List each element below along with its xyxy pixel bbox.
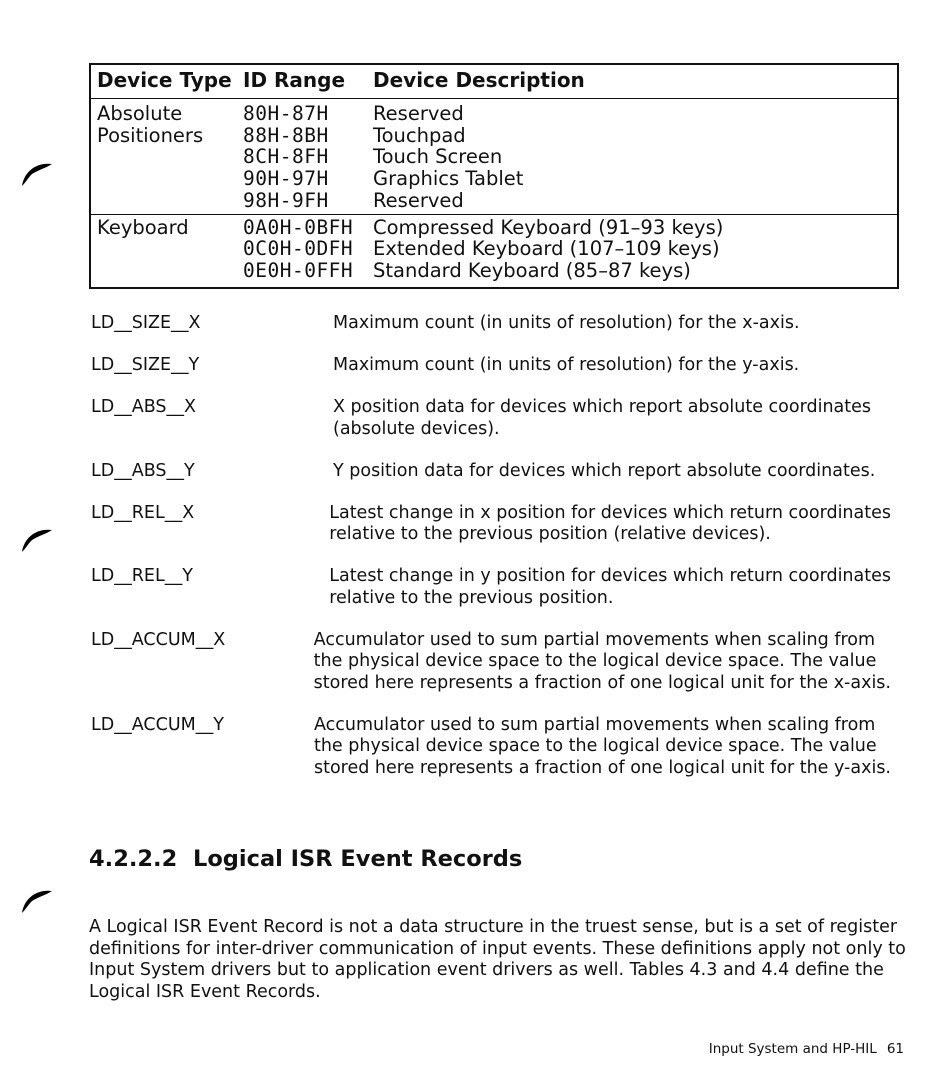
field-name: LD__ABS__Y (91, 460, 195, 481)
field-description-line: Accumulator used to sum partial movements when scaling from (313, 629, 876, 650)
field-definition (91, 566, 891, 609)
device-description: Reserved (373, 102, 464, 125)
binder-hole-mark (20, 526, 54, 554)
field-definition (91, 630, 891, 695)
page-number: 61 (886, 1041, 904, 1057)
field-description (333, 397, 891, 440)
binder-hole-mark (20, 887, 54, 915)
device-id-table (89, 63, 899, 289)
field-description-line: relative to the previous position (relative devices). (329, 524, 771, 544)
field-description (329, 566, 891, 609)
field-description-line: stored here represents a fraction of one logical unit for the x-axis. (313, 672, 891, 693)
field-definition (91, 461, 891, 483)
header-device-description: Device Description (373, 64, 898, 99)
id-range: 80H-87H (243, 102, 329, 125)
id-range-cell (243, 214, 373, 288)
section-title: Logical ISR Event Records (193, 846, 523, 872)
field-description-line: relative to the previous position. (329, 587, 614, 608)
field-description (333, 313, 891, 335)
page-footer (709, 1041, 904, 1057)
field-definition-list (91, 313, 891, 800)
device-description-cell (373, 214, 898, 288)
running-title: Input System and HP-HIL (708, 1041, 877, 1057)
field-name: LD__REL__Y (91, 566, 193, 586)
paragraph-line: definitions for inter-driver communication of input events. These definitions apply not only to (89, 938, 906, 959)
field-description-line: Latest change in x position for devices which return coordinates (329, 502, 891, 523)
field-description (314, 630, 891, 695)
field-description-line: the physical device space to the logical device space. The value (313, 651, 877, 671)
device-type-line: Positioners (97, 123, 204, 147)
device-description-cell (373, 99, 898, 215)
field-name: LD__ACCUM__X (91, 629, 226, 650)
field-description (329, 503, 891, 546)
device-description: Compressed Keyboard (91–93 keys) (373, 215, 724, 239)
id-range: 90H-97H (243, 167, 329, 191)
device-description: Extended Keyboard (107–109 keys) (373, 237, 720, 261)
field-name: LD__ACCUM__Y (91, 714, 224, 735)
field-description-line: (absolute devices). (333, 418, 500, 439)
id-range: 0C0H-0DFH (243, 237, 354, 261)
id-range-cell (243, 99, 373, 215)
field-description (314, 715, 891, 780)
field-description-line: stored here represents a fraction of one logical unit for the y-axis. (313, 757, 891, 778)
device-description: Standard Keyboard (85–87 keys) (373, 258, 691, 282)
device-type-line: Absolute (97, 102, 183, 125)
field-definition (91, 397, 891, 440)
device-description: Touch Screen (373, 145, 503, 169)
field-name: LD__SIZE__X (91, 313, 201, 333)
table-row-keyboard (90, 214, 898, 288)
id-range: 0E0H-0FFH (243, 258, 354, 282)
header-id-range: ID Range (243, 64, 373, 99)
id-range: 0A0H-0BFH (243, 215, 354, 239)
device-description: Reserved (373, 188, 464, 212)
field-description-line: Maximum count (in units of resolution) for the y-axis. (333, 355, 800, 375)
section-number: 4.2.2.2 (89, 846, 178, 872)
field-definition (91, 715, 891, 780)
field-name: LD__SIZE__Y (91, 355, 200, 375)
id-range: 88H-8BH (243, 123, 329, 147)
field-description-line: Latest change in y position for devices which return coordinates (329, 566, 891, 586)
paragraph-line: A Logical ISR Event Record is not a data structure in the truest sense, but is a set of register (89, 917, 898, 937)
body-paragraph (89, 917, 906, 1003)
field-description-line: Maximum count (in units of resolution) for the x-axis. (333, 313, 800, 333)
header-device-type: Device Type (90, 64, 243, 99)
table-header-row (90, 64, 898, 99)
device-type-line: Keyboard (97, 215, 189, 239)
field-description-line: Y position data for devices which report absolute coordinates. (333, 460, 876, 481)
device-description: Graphics Tablet (373, 167, 524, 191)
field-name: LD__ABS__X (91, 397, 196, 417)
table-row-absolute-positioners (90, 99, 898, 215)
id-range: 98H-9FH (243, 188, 329, 212)
device-type-cell (90, 99, 243, 215)
binder-hole-mark (20, 160, 54, 188)
field-name: LD__REL__X (91, 502, 195, 523)
field-definition (91, 503, 891, 546)
section-heading (89, 846, 522, 872)
field-description-line: Accumulator used to sum partial movements when scaling from (313, 714, 876, 735)
field-description (333, 355, 891, 377)
device-type-cell (90, 214, 243, 288)
paragraph-line: Input System drivers but to application event drivers as well. Tables 4.3 and 4.4 define the (89, 960, 884, 980)
field-description (333, 461, 891, 483)
field-definition (91, 355, 891, 377)
paragraph-line: Logical ISR Event Records. (89, 981, 321, 1002)
device-description: Touchpad (373, 123, 466, 147)
id-range: 8CH-8FH (243, 145, 329, 169)
field-description-line: X position data for devices which report absolute coordinates (333, 397, 872, 417)
field-definition (91, 313, 891, 335)
field-description-line: the physical device space to the logical device space. The value (313, 736, 877, 756)
